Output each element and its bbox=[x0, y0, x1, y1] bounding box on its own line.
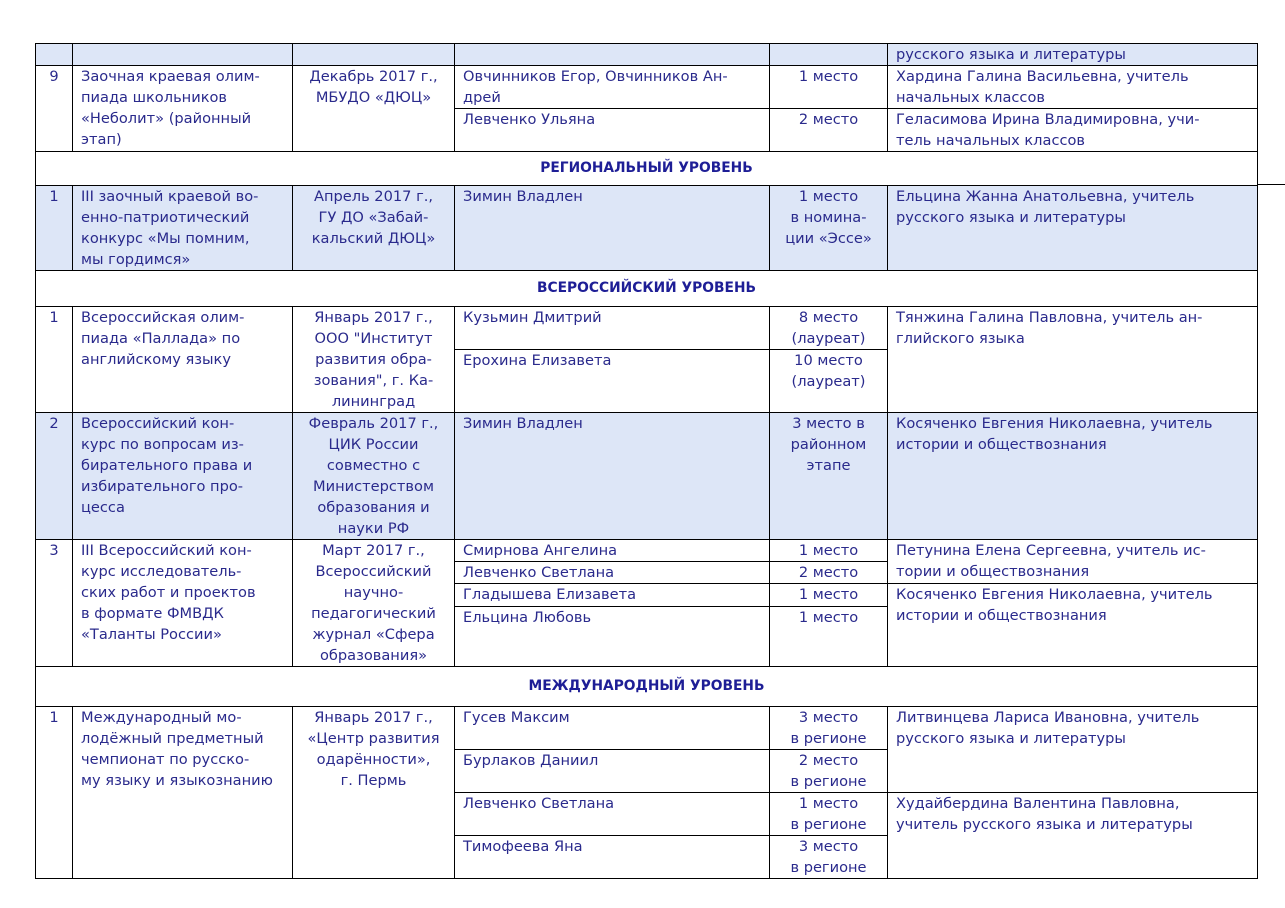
event-cell: Всероссийский кон- курс по вопросам из- бирательного права и избирательного про- цесса bbox=[73, 413, 293, 540]
teacher-cell: Хардина Галина Васильевна, учитель начальных классов bbox=[888, 66, 1258, 109]
result-cell: 2 место в регионе bbox=[770, 750, 888, 793]
level-header-international: МЕЖДУНАРОДНЫЙ УРОВЕНЬ bbox=[36, 667, 1258, 707]
participant-cell: Тимофеева Яна bbox=[455, 836, 770, 879]
table-row bbox=[36, 307, 1258, 350]
participant-cell: Зимин Владлен bbox=[455, 186, 770, 271]
date-organizer-cell: Декабрь 2017 г., МБУДО «ДЮЦ» bbox=[293, 66, 455, 152]
result-cell: 3 место в регионе bbox=[770, 836, 888, 879]
level-header-regional: РЕГИОНАЛЬНЫЙ УРОВЕНЬ bbox=[36, 152, 1258, 186]
event-cell: Международный мо- лодёжный предметный чемпионат по русско- му языку и языкознанию bbox=[73, 707, 293, 879]
result-cell: 10 место (лауреат) bbox=[770, 350, 888, 413]
awards-table bbox=[35, 43, 1258, 879]
row-number: 1 bbox=[36, 307, 73, 413]
teacher-cell: Литвинцева Лариса Ивановна, учитель русского языка и литературы bbox=[888, 707, 1258, 793]
row-number: 9 bbox=[36, 66, 73, 152]
result-cell: 1 место bbox=[770, 584, 888, 607]
date-organizer-cell: Январь 2017 г., ООО "Институт развития обра- зования", г. Ка- лининград bbox=[293, 307, 455, 413]
row-number: 2 bbox=[36, 413, 73, 540]
event-cell: Всероссийская олим- пиада «Паллада» по английскому языку bbox=[73, 307, 293, 413]
teacher-cell: Худайбердина Валентина Павловна, учитель русского языка и литературы bbox=[888, 793, 1258, 879]
row-number: 1 bbox=[36, 186, 73, 271]
event-cell: Заочная краевая олим- пиада школьников «Неболит» (районный этап) bbox=[73, 66, 293, 152]
result-cell: 2 место bbox=[770, 109, 888, 152]
teacher-cell: Геласимова Ирина Владимировна, учи- тель начальных классов bbox=[888, 109, 1258, 152]
table-row bbox=[36, 707, 1258, 750]
teacher-cell: русского языка и литературы bbox=[888, 44, 1258, 66]
result-cell: 3 место в районном этапе bbox=[770, 413, 888, 540]
participant-cell: Ерохина Елизавета bbox=[455, 350, 770, 413]
table-row bbox=[36, 44, 1258, 66]
level-header-russia: ВСЕРОССИЙСКИЙ УРОВЕНЬ bbox=[36, 271, 1258, 307]
result-cell: 1 место bbox=[770, 607, 888, 667]
level-header-row bbox=[36, 271, 1258, 307]
table-border-fragment bbox=[1257, 184, 1285, 185]
event-cell: III Всероссийский кон- курс исследователь- ских работ и проектов в формате ФМВДК «Таланты России» bbox=[73, 540, 293, 667]
result-cell: 1 место bbox=[770, 540, 888, 562]
date-organizer-cell: Март 2017 г., Всероссийский научно- педагогический журнал «Сфера образования» bbox=[293, 540, 455, 667]
teacher-cell: Ельцина Жанна Анатольевна, учитель русского языка и литературы bbox=[888, 186, 1258, 271]
participant-cell: Ельцина Любовь bbox=[455, 607, 770, 667]
result-cell: 1 место в регионе bbox=[770, 793, 888, 836]
teacher-cell: Косяченко Евгения Николаевна, учитель истории и обществознания bbox=[888, 413, 1258, 540]
participant-cell: Зимин Владлен bbox=[455, 413, 770, 540]
teacher-cell: Петунина Елена Сергеевна, учитель ис- тории и обществознания bbox=[888, 540, 1258, 584]
participant-cell: Левченко Светлана bbox=[455, 562, 770, 584]
level-header-row bbox=[36, 152, 1258, 186]
participant-cell: Бурлаков Даниил bbox=[455, 750, 770, 793]
participant-cell: Овчинников Егор, Овчинников Ан- дрей bbox=[455, 66, 770, 109]
participant-cell: Гладышева Елизавета bbox=[455, 584, 770, 607]
table-row bbox=[36, 540, 1258, 562]
event-cell: III заочный краевой во- енно-патриотический конкурс «Мы помним, мы гордимся» bbox=[73, 186, 293, 271]
result-cell: 3 место в регионе bbox=[770, 707, 888, 750]
participant-cell: Гусев Максим bbox=[455, 707, 770, 750]
table-row bbox=[36, 413, 1258, 540]
result-cell: 1 место bbox=[770, 66, 888, 109]
date-organizer-cell: Февраль 2017 г., ЦИК России совместно с Министерством образования и науки РФ bbox=[293, 413, 455, 540]
participant-cell: Левченко Ульяна bbox=[455, 109, 770, 152]
row-number: 3 bbox=[36, 540, 73, 667]
participant-cell: Левченко Светлана bbox=[455, 793, 770, 836]
row-number: 1 bbox=[36, 707, 73, 879]
teacher-cell: Тянжина Галина Павловна, учитель ан- глийского языка bbox=[888, 307, 1258, 413]
table-row bbox=[36, 186, 1258, 271]
table-row bbox=[36, 66, 1258, 109]
participant-cell: Кузьмин Дмитрий bbox=[455, 307, 770, 350]
result-cell: 8 место (лауреат) bbox=[770, 307, 888, 350]
teacher-cell: Косяченко Евгения Николаевна, учитель истории и обществознания bbox=[888, 584, 1258, 667]
participant-cell: Смирнова Ангелина bbox=[455, 540, 770, 562]
date-organizer-cell: Апрель 2017 г., ГУ ДО «Забай- кальский ДЮЦ» bbox=[293, 186, 455, 271]
result-cell: 1 место в номина- ции «Эссе» bbox=[770, 186, 888, 271]
date-organizer-cell: Январь 2017 г., «Центр развития одарённости», г. Пермь bbox=[293, 707, 455, 879]
result-cell: 2 место bbox=[770, 562, 888, 584]
level-header-row bbox=[36, 667, 1258, 707]
